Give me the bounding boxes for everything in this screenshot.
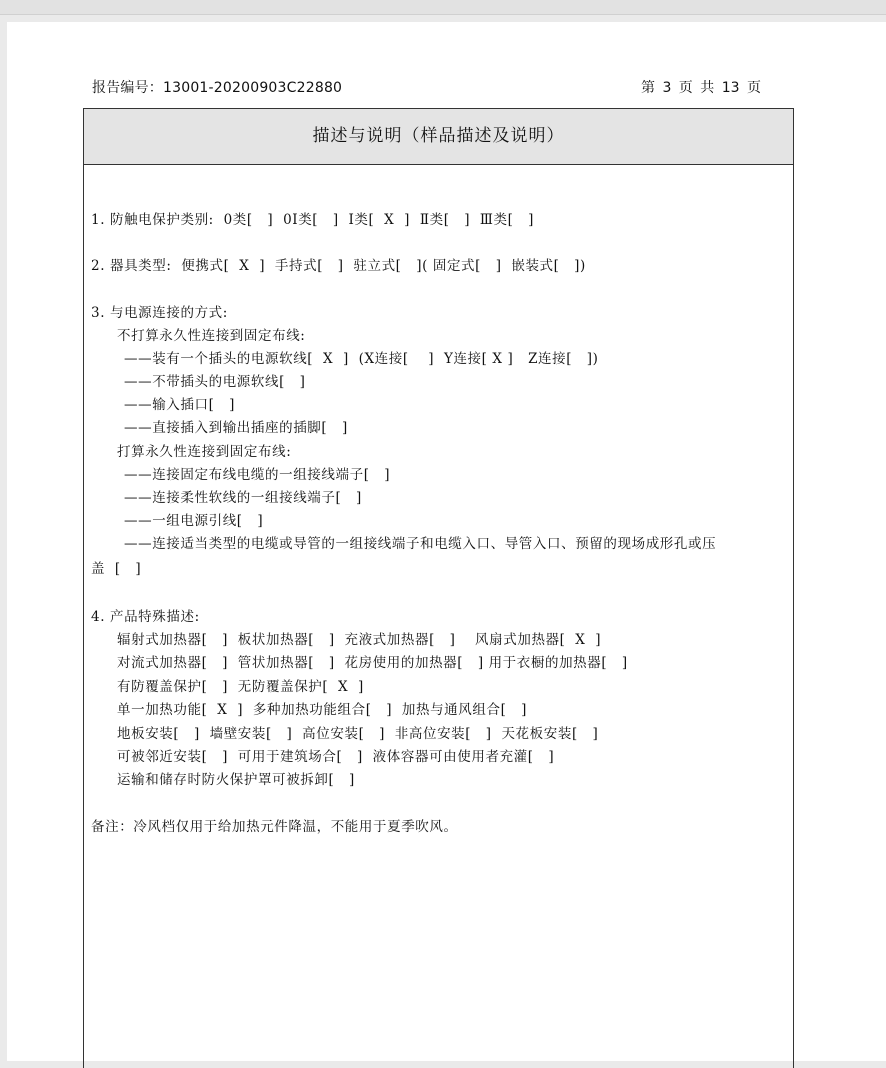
connection-title: 3. 与电源连接的方式: (91, 305, 228, 321)
special-desc-row-3: 有防覆盖保护[ ] 无防覆盖保护[ X ] (117, 679, 364, 695)
special-desc-row-5: 地板安装[ ] 墙壁安装[ ] 高位安装[ ] 非高位安装[ ] 天花板安装[ ] (117, 726, 599, 742)
description-section (83, 108, 794, 1068)
special-desc-row-2: 对流式加热器[ ] 管状加热器[ ] 花房使用的加热器[ ] 用于衣橱的加热器[ ] (117, 655, 628, 671)
connection-option-e: ——连接固定布线电缆的一组接线端子[ ] (124, 467, 391, 483)
remark-note: 备注：冷风档仅用于给加热元件降温，不能用于夏季吹风。 (91, 819, 458, 835)
special-desc-row-7: 运输和储存时防火保护罩可被拆卸[ ] (117, 772, 355, 788)
connection-option-h: ——连接适当类型的电缆或导管的一组接线端子和电缆入口、导管入口、预留的现场成形孔或压 (124, 536, 717, 552)
section-title: 描述与说明（样品描述及说明） (84, 109, 793, 165)
connection-option-f: ——连接柔性软线的一组接线端子[ ] (124, 490, 362, 506)
document-page (7, 22, 886, 1061)
special-desc-row-4: 单一加热功能[ X ] 多种加热功能组合[ ] 加热与通风组合[ ] (117, 702, 527, 718)
report-number: 报告编号：13001-20200903C22880 (92, 80, 343, 96)
connection-option-g: ——一组电源引线[ ] (124, 513, 264, 529)
connection-sub-permanent: 打算永久性连接到固定布线: (117, 444, 292, 460)
special-desc-title: 4. 产品特殊描述: (91, 609, 200, 625)
connection-option-a: ——装有一个插头的电源软线[ X ] (X连接[ ] Y连接[ X ] Z连接[ ]) (124, 351, 599, 367)
page-indicator: 第 3 页 共 13 页 (641, 80, 761, 96)
appliance-type-line: 2. 器具类型: 便携式[ X ] 手持式[ ] 驻立式[ ]( 固定式[ ] 嵌装式[ ]) (91, 258, 586, 274)
special-desc-row-1: 辐射式加热器[ ] 板状加热器[ ] 充液式加热器[ ] 风扇式加热器[ X ] (117, 632, 602, 648)
connection-option-b: ——不带插头的电源软线[ ] (124, 374, 306, 390)
connection-option-d: ——直接插入到输出插座的插脚[ ] (124, 420, 348, 436)
connection-option-h-cont: 盖 [ ] (91, 561, 142, 577)
special-desc-row-6: 可被邻近安装[ ] 可用于建筑场合[ ] 液体容器可由使用者充灌[ ] (117, 749, 555, 765)
protection-class-line: 1. 防触电保护类别: 0类[ ] 0Ⅰ类[ ] Ⅰ类[ X ] Ⅱ类[ ] Ⅲ类[ ] (91, 212, 535, 228)
connection-sub-nonpermanent: 不打算永久性连接到固定布线: (117, 328, 306, 344)
viewer-top-bar (0, 0, 886, 15)
connection-option-c: ——输入插口[ ] (124, 397, 236, 413)
